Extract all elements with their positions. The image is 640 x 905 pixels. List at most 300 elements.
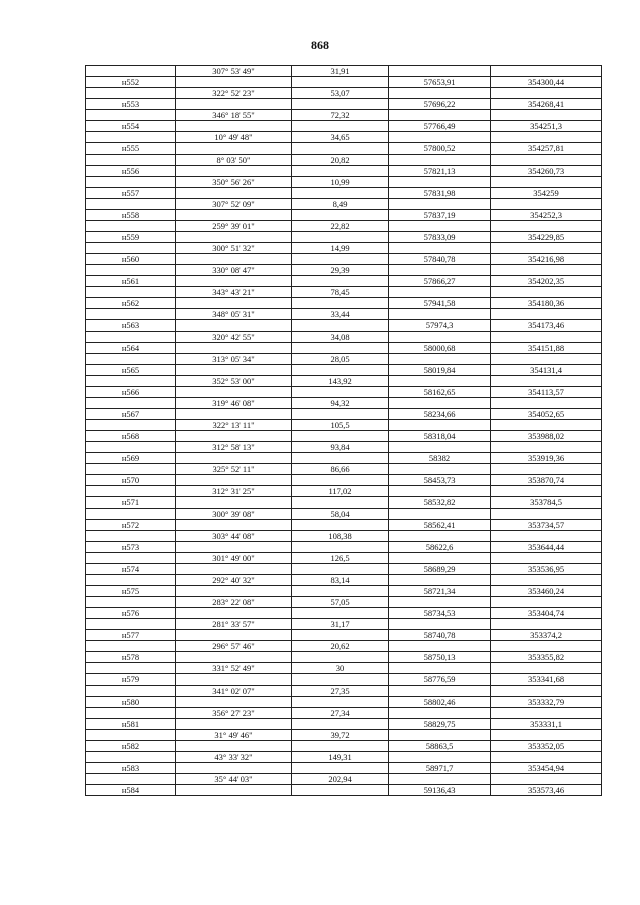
point-name-cell: н581 (86, 718, 176, 729)
segment-length-cell (292, 77, 389, 88)
table-row (86, 785, 602, 796)
direction-angle-cell (176, 320, 292, 331)
table-row (86, 287, 602, 298)
y-coordinate-cell: 353404,74 (491, 608, 602, 619)
table-row (86, 110, 602, 121)
direction-angle-cell (176, 187, 292, 198)
y-coordinate-cell: 354260,73 (491, 165, 602, 176)
point-name-cell: н580 (86, 696, 176, 707)
x-coordinate-cell: 58622,6 (389, 541, 491, 552)
point-name-cell (86, 729, 176, 740)
direction-angle-cell (176, 785, 292, 796)
direction-angle-cell (176, 630, 292, 641)
y-coordinate-cell: 353460,24 (491, 585, 602, 596)
direction-angle-cell: 8° 03' 50" (176, 154, 292, 165)
x-coordinate-cell (389, 287, 491, 298)
y-coordinate-cell (491, 397, 602, 408)
point-name-cell: н579 (86, 674, 176, 685)
page-number: 868 (311, 38, 329, 52)
point-name-cell (86, 597, 176, 608)
point-name-cell: н556 (86, 165, 176, 176)
y-coordinate-cell (491, 375, 602, 386)
point-name-cell: н578 (86, 652, 176, 663)
y-coordinate-cell (491, 464, 602, 475)
direction-angle-cell (176, 453, 292, 464)
y-coordinate-cell: 354251,3 (491, 121, 602, 132)
y-coordinate-cell (491, 729, 602, 740)
point-name-cell: н564 (86, 342, 176, 353)
y-coordinate-cell (491, 707, 602, 718)
y-coordinate-cell: 354259 (491, 187, 602, 198)
x-coordinate-cell: 58829,75 (389, 718, 491, 729)
point-name-cell (86, 243, 176, 254)
point-name-cell (86, 751, 176, 762)
segment-length-cell: 149,31 (292, 751, 389, 762)
x-coordinate-cell: 58562,41 (389, 519, 491, 530)
x-coordinate-cell: 57837,19 (389, 209, 491, 220)
table-row (86, 641, 602, 652)
table-row (86, 353, 602, 364)
segment-length-cell (292, 696, 389, 707)
direction-angle-cell: 35° 44' 03" (176, 774, 292, 785)
table-row (86, 597, 602, 608)
x-coordinate-cell: 57866,27 (389, 276, 491, 287)
x-coordinate-cell: 58721,34 (389, 585, 491, 596)
point-name-cell: н557 (86, 187, 176, 198)
y-coordinate-cell (491, 663, 602, 674)
point-name-cell: н555 (86, 143, 176, 154)
segment-length-cell (292, 630, 389, 641)
point-name-cell: н572 (86, 519, 176, 530)
direction-angle-cell (176, 762, 292, 773)
y-coordinate-cell (491, 198, 602, 209)
direction-angle-cell (176, 165, 292, 176)
x-coordinate-cell: 57800,52 (389, 143, 491, 154)
direction-angle-cell: 330° 08' 47" (176, 265, 292, 276)
point-name-cell (86, 375, 176, 386)
y-coordinate-cell (491, 110, 602, 121)
y-coordinate-cell: 354268,41 (491, 99, 602, 110)
segment-length-cell (292, 718, 389, 729)
segment-length-cell (292, 342, 389, 353)
direction-angle-cell (176, 740, 292, 751)
segment-length-cell: 29,39 (292, 265, 389, 276)
segment-length-cell: 39,72 (292, 729, 389, 740)
point-name-cell (86, 641, 176, 652)
x-coordinate-cell (389, 309, 491, 320)
direction-angle-cell: 312° 58' 13" (176, 442, 292, 453)
segment-length-cell (292, 187, 389, 198)
segment-length-cell (292, 608, 389, 619)
point-name-cell: н554 (86, 121, 176, 132)
y-coordinate-cell (491, 552, 602, 563)
y-coordinate-cell: 354229,85 (491, 231, 602, 242)
table-row (86, 121, 602, 132)
x-coordinate-cell (389, 265, 491, 276)
direction-angle-cell (176, 696, 292, 707)
table-row (86, 143, 602, 154)
direction-angle-cell: 43° 33' 32" (176, 751, 292, 762)
segment-length-cell: 126,5 (292, 552, 389, 563)
y-coordinate-cell: 353454,94 (491, 762, 602, 773)
segment-length-cell (292, 541, 389, 552)
table-row (86, 608, 602, 619)
y-coordinate-cell (491, 154, 602, 165)
segment-length-cell: 20,82 (292, 154, 389, 165)
table-row (86, 652, 602, 663)
segment-length-cell: 143,92 (292, 375, 389, 386)
segment-length-cell (292, 519, 389, 530)
y-coordinate-cell: 353644,44 (491, 541, 602, 552)
segment-length-cell (292, 298, 389, 309)
y-coordinate-cell: 354202,35 (491, 276, 602, 287)
x-coordinate-cell: 57840,78 (389, 254, 491, 265)
y-coordinate-cell (491, 88, 602, 99)
y-coordinate-cell (491, 66, 602, 77)
table-row (86, 453, 602, 464)
direction-angle-cell: 283° 22' 08" (176, 597, 292, 608)
x-coordinate-cell (389, 66, 491, 77)
direction-angle-cell: 348° 05' 31" (176, 309, 292, 320)
y-coordinate-cell: 353355,82 (491, 652, 602, 663)
segment-length-cell (292, 652, 389, 663)
point-name-cell (86, 685, 176, 696)
point-name-cell: н562 (86, 298, 176, 309)
y-coordinate-cell (491, 619, 602, 630)
x-coordinate-cell (389, 243, 491, 254)
point-name-cell: н563 (86, 320, 176, 331)
y-coordinate-cell: 354052,65 (491, 408, 602, 419)
direction-angle-cell: 322° 52' 23" (176, 88, 292, 99)
table-row (86, 99, 602, 110)
x-coordinate-cell: 57766,49 (389, 121, 491, 132)
y-coordinate-cell: 354300,44 (491, 77, 602, 88)
direction-angle-cell (176, 674, 292, 685)
y-coordinate-cell: 354257,81 (491, 143, 602, 154)
point-name-cell (86, 353, 176, 364)
direction-angle-cell (176, 121, 292, 132)
point-name-cell: н565 (86, 364, 176, 375)
table-row (86, 265, 602, 276)
y-coordinate-cell (491, 751, 602, 762)
segment-length-cell: 33,44 (292, 309, 389, 320)
x-coordinate-cell: 57653,91 (389, 77, 491, 88)
direction-angle-cell (176, 563, 292, 574)
table-row (86, 320, 602, 331)
segment-length-cell (292, 585, 389, 596)
table-row (86, 563, 602, 574)
point-name-cell: н584 (86, 785, 176, 796)
point-name-cell: н566 (86, 386, 176, 397)
point-name-cell: н560 (86, 254, 176, 265)
segment-length-cell: 94,32 (292, 397, 389, 408)
direction-angle-cell: 350° 56' 26" (176, 176, 292, 187)
table-row (86, 519, 602, 530)
y-coordinate-cell: 354216,98 (491, 254, 602, 265)
point-name-cell (86, 464, 176, 475)
y-coordinate-cell (491, 774, 602, 785)
segment-length-cell: 8,49 (292, 198, 389, 209)
point-name-cell: н583 (86, 762, 176, 773)
direction-angle-cell: 325° 52' 11" (176, 464, 292, 475)
x-coordinate-cell: 58863,5 (389, 740, 491, 751)
table-row (86, 729, 602, 740)
direction-angle-cell: 303° 44' 08" (176, 530, 292, 541)
point-name-cell: н577 (86, 630, 176, 641)
point-name-cell (86, 110, 176, 121)
direction-angle-cell: 307° 52' 09" (176, 198, 292, 209)
table-row (86, 508, 602, 519)
segment-length-cell: 31,17 (292, 619, 389, 630)
direction-angle-cell (176, 718, 292, 729)
y-coordinate-cell: 353919,36 (491, 453, 602, 464)
point-name-cell (86, 574, 176, 585)
point-name-cell (86, 331, 176, 342)
x-coordinate-cell (389, 375, 491, 386)
x-coordinate-cell (389, 176, 491, 187)
direction-angle-cell: 346° 18' 55" (176, 110, 292, 121)
x-coordinate-cell: 58971,7 (389, 762, 491, 773)
segment-length-cell: 93,84 (292, 442, 389, 453)
x-coordinate-cell (389, 353, 491, 364)
point-name-cell: н568 (86, 431, 176, 442)
point-name-cell (86, 220, 176, 231)
point-name-cell (86, 619, 176, 630)
point-name-cell (86, 309, 176, 320)
y-coordinate-cell (491, 331, 602, 342)
y-coordinate-cell (491, 132, 602, 143)
segment-length-cell (292, 740, 389, 751)
table-row (86, 630, 602, 641)
table-row (86, 298, 602, 309)
segment-length-cell (292, 785, 389, 796)
table-row (86, 77, 602, 88)
table-row (86, 342, 602, 353)
segment-length-cell (292, 121, 389, 132)
x-coordinate-cell: 58776,59 (389, 674, 491, 685)
coordinates-table-body (86, 66, 602, 796)
table-row (86, 718, 602, 729)
segment-length-cell: 83,14 (292, 574, 389, 585)
y-coordinate-cell: 353870,74 (491, 475, 602, 486)
point-name-cell (86, 154, 176, 165)
segment-length-cell: 78,45 (292, 287, 389, 298)
direction-angle-cell: 320° 42' 55" (176, 331, 292, 342)
direction-angle-cell (176, 231, 292, 242)
x-coordinate-cell (389, 641, 491, 652)
segment-length-cell (292, 563, 389, 574)
direction-angle-cell: 10° 49' 48" (176, 132, 292, 143)
x-coordinate-cell: 57941,58 (389, 298, 491, 309)
segment-length-cell: 27,35 (292, 685, 389, 696)
x-coordinate-cell: 58453,73 (389, 475, 491, 486)
table-row (86, 198, 602, 209)
segment-length-cell: 20,62 (292, 641, 389, 652)
x-coordinate-cell: 58382 (389, 453, 491, 464)
direction-angle-cell: 301° 49' 00" (176, 552, 292, 563)
direction-angle-cell: 300° 39' 08" (176, 508, 292, 519)
x-coordinate-cell: 57696,22 (389, 99, 491, 110)
y-coordinate-cell: 353331,1 (491, 718, 602, 729)
table-row (86, 497, 602, 508)
x-coordinate-cell: 59136,43 (389, 785, 491, 796)
point-name-cell (86, 486, 176, 497)
y-coordinate-cell: 354131,4 (491, 364, 602, 375)
y-coordinate-cell (491, 176, 602, 187)
point-name-cell: н559 (86, 231, 176, 242)
table-row (86, 541, 602, 552)
y-coordinate-cell: 353341,68 (491, 674, 602, 685)
point-name-cell (86, 88, 176, 99)
segment-length-cell (292, 143, 389, 154)
x-coordinate-cell: 58734,53 (389, 608, 491, 619)
table-row (86, 231, 602, 242)
x-coordinate-cell (389, 707, 491, 718)
table-row (86, 619, 602, 630)
direction-angle-cell: 331° 52' 49" (176, 663, 292, 674)
table-row (86, 442, 602, 453)
point-name-cell (86, 442, 176, 453)
table-row (86, 209, 602, 220)
x-coordinate-cell (389, 464, 491, 475)
x-coordinate-cell: 58532,82 (389, 497, 491, 508)
segment-length-cell: 30 (292, 663, 389, 674)
table-row (86, 774, 602, 785)
y-coordinate-cell (491, 420, 602, 431)
direction-angle-cell: 259° 39' 01" (176, 220, 292, 231)
direction-angle-cell (176, 652, 292, 663)
x-coordinate-cell (389, 486, 491, 497)
x-coordinate-cell (389, 132, 491, 143)
x-coordinate-cell (389, 729, 491, 740)
table-row (86, 331, 602, 342)
x-coordinate-cell (389, 574, 491, 585)
x-coordinate-cell (389, 552, 491, 563)
y-coordinate-cell: 353734,57 (491, 519, 602, 530)
table-row (86, 574, 602, 585)
direction-angle-cell (176, 209, 292, 220)
point-name-cell: н553 (86, 99, 176, 110)
segment-length-cell: 72,32 (292, 110, 389, 121)
segment-length-cell: 31,91 (292, 66, 389, 77)
y-coordinate-cell (491, 641, 602, 652)
segment-length-cell: 105,5 (292, 420, 389, 431)
table-row (86, 530, 602, 541)
point-name-cell (86, 287, 176, 298)
x-coordinate-cell: 58318,04 (389, 431, 491, 442)
point-name-cell (86, 774, 176, 785)
y-coordinate-cell: 354113,57 (491, 386, 602, 397)
table-row (86, 386, 602, 397)
point-name-cell: н582 (86, 740, 176, 751)
segment-length-cell: 28,05 (292, 353, 389, 364)
direction-angle-cell: 313° 05' 34" (176, 353, 292, 364)
y-coordinate-cell (491, 287, 602, 298)
segment-length-cell: 10,99 (292, 176, 389, 187)
segment-length-cell (292, 231, 389, 242)
direction-angle-cell (176, 342, 292, 353)
direction-angle-cell (176, 99, 292, 110)
table-row (86, 486, 602, 497)
point-name-cell: н567 (86, 408, 176, 419)
x-coordinate-cell (389, 597, 491, 608)
direction-angle-cell (176, 276, 292, 287)
x-coordinate-cell (389, 420, 491, 431)
direction-angle-cell (176, 386, 292, 397)
table-row (86, 364, 602, 375)
y-coordinate-cell (491, 243, 602, 254)
point-name-cell (86, 397, 176, 408)
direction-angle-cell: 312° 31' 25" (176, 486, 292, 497)
table-row (86, 707, 602, 718)
segment-length-cell: 34,65 (292, 132, 389, 143)
direction-angle-cell: 343° 43' 21" (176, 287, 292, 298)
table-row (86, 408, 602, 419)
x-coordinate-cell (389, 442, 491, 453)
y-coordinate-cell (491, 508, 602, 519)
y-coordinate-cell: 353988,02 (491, 431, 602, 442)
point-name-cell (86, 552, 176, 563)
x-coordinate-cell (389, 751, 491, 762)
point-name-cell (86, 265, 176, 276)
point-name-cell: н576 (86, 608, 176, 619)
x-coordinate-cell: 57821,13 (389, 165, 491, 176)
point-name-cell (86, 132, 176, 143)
table-row (86, 663, 602, 674)
point-name-cell (86, 66, 176, 77)
segment-length-cell: 117,02 (292, 486, 389, 497)
x-coordinate-cell: 57831,98 (389, 187, 491, 198)
direction-angle-cell: 281° 33' 57" (176, 619, 292, 630)
point-name-cell (86, 508, 176, 519)
y-coordinate-cell: 353784,5 (491, 497, 602, 508)
x-coordinate-cell (389, 508, 491, 519)
table-row (86, 187, 602, 198)
x-coordinate-cell: 58162,65 (389, 386, 491, 397)
y-coordinate-cell (491, 574, 602, 585)
x-coordinate-cell (389, 530, 491, 541)
direction-angle-cell (176, 431, 292, 442)
x-coordinate-cell (389, 331, 491, 342)
y-coordinate-cell (491, 597, 602, 608)
direction-angle-cell: 352° 53' 00" (176, 375, 292, 386)
y-coordinate-cell (491, 685, 602, 696)
segment-length-cell (292, 364, 389, 375)
direction-angle-cell (176, 254, 292, 265)
direction-angle-cell (176, 541, 292, 552)
y-coordinate-cell: 353573,46 (491, 785, 602, 796)
direction-angle-cell (176, 608, 292, 619)
x-coordinate-cell: 57833,09 (389, 231, 491, 242)
segment-length-cell (292, 320, 389, 331)
segment-length-cell: 57,05 (292, 597, 389, 608)
table-row (86, 243, 602, 254)
direction-angle-cell: 292° 40' 32" (176, 574, 292, 585)
segment-length-cell: 53,07 (292, 88, 389, 99)
direction-angle-cell (176, 408, 292, 419)
table-row (86, 375, 602, 386)
segment-length-cell: 14,99 (292, 243, 389, 254)
x-coordinate-cell: 58000,68 (389, 342, 491, 353)
x-coordinate-cell: 58750,13 (389, 652, 491, 663)
point-name-cell: н558 (86, 209, 176, 220)
segment-length-cell (292, 674, 389, 685)
point-name-cell: н561 (86, 276, 176, 287)
y-coordinate-cell: 354180,36 (491, 298, 602, 309)
direction-angle-cell (176, 77, 292, 88)
direction-angle-cell: 307° 53' 49" (176, 66, 292, 77)
coordinates-table (85, 65, 602, 796)
